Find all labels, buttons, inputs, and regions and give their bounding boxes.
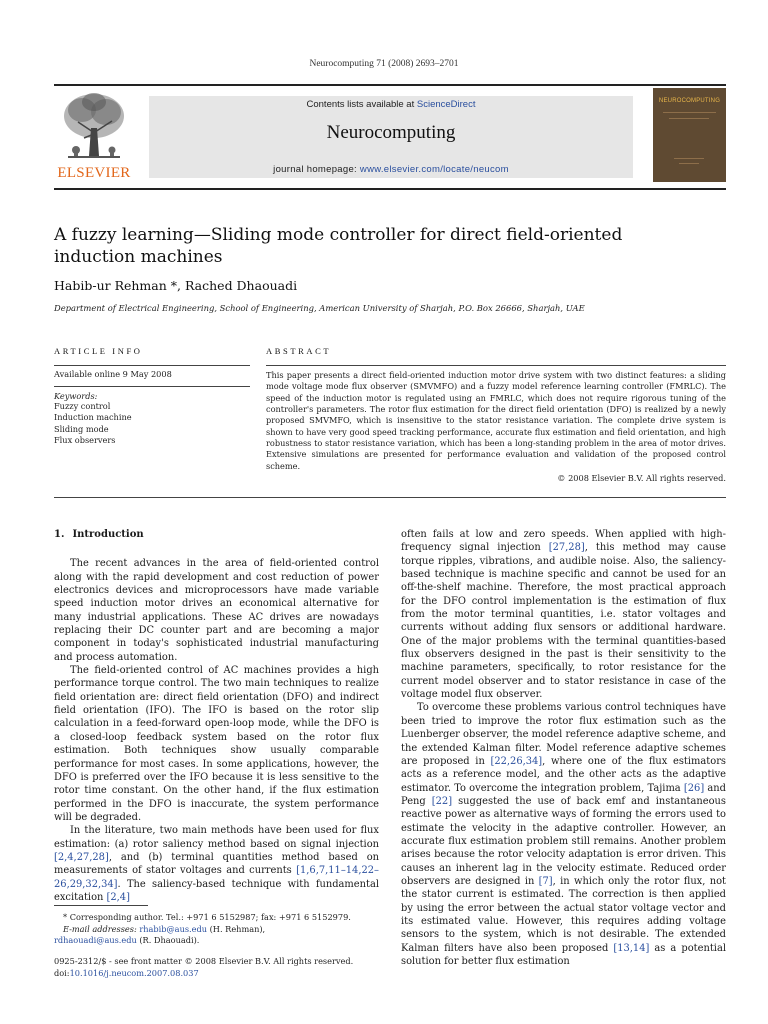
homepage-line xyxy=(149,164,633,175)
cover-decoration xyxy=(663,112,716,113)
contents-prefix: Contents lists available at xyxy=(306,99,417,110)
abstract-text: This paper presents a direct field-oriented induction motor drive system with two distinct features: a sliding mode voltage mode flux observer (SMVMFO) and a fuzzy model reference learning controller (FMRLC). The speed of the induction motor is regulated using an FMRLC, which does not require rigorous tuning of the controller's parameters. The rotor flux estimation for the direct field orientation (DFO) is realized by a newly proposed SMVMFO, which is insensitive to the stator resistance variation. The complete drive system is shown to have very good speed tracking performance, accurate flux estimation and field orientation, and high robustness to stator resistance variation, which has been a long-standing problem in the area of motor drives. Extensive simulations are presented for performance evaluation and validation of the proposed control scheme. xyxy=(266,370,726,471)
citation-link[interactable]: [2,4,27,28] xyxy=(54,851,109,863)
citation-link[interactable]: [1,6,7,11–14,22–26,29,32,34] xyxy=(54,865,379,890)
journal-homepage-link[interactable]: www.elsevier.com/locate/neucom xyxy=(359,164,509,175)
email-line xyxy=(54,924,384,936)
doi-line xyxy=(54,968,353,980)
elsevier-wordmark: ELSEVIER xyxy=(57,165,131,181)
paragraph-text: , this method may cause torque ripples, vibrations, and audible noise. Also, the saliency-based technique is machine specific and cannot be used for an off-the-shelf machine. Therefore, the most practical approach for the DFO control implementation is the estimation of flux from the motor terminal quantities, i.e. stator voltages and currents without adding flux sensors or additional hardware. One of the major problems with the terminal quantities-based flux observers designed in the past is their sensitivity to the machine parameters, specifically, to rotor resistance for the current model observer and to stator resistance in case of the voltage model flux observer. xyxy=(401,542,726,701)
abstract-heading: ABSTRACT xyxy=(266,346,332,356)
available-online-date: Available online 9 May 2008 xyxy=(54,366,250,387)
author-affiliation: Department of Electrical Engineering, School of Engineering, American University of Sharjah, P.O. Box 26666, Sharjah, UAE xyxy=(54,303,585,313)
paragraph-text: To overcome these problems various control techniques have been tried to improve the rotor flux estimation such as the Luenberger observer, the model reference adaptive scheme, and the extended Kalman filter. Model reference adaptive schemes are proposed in xyxy=(401,702,726,767)
keyword-item: Flux observers xyxy=(54,434,116,445)
citation-link[interactable]: [26] xyxy=(683,782,705,794)
issn-line: 0925-2312/$ - see front matter © 2008 Elsevier B.V. All rights reserved. xyxy=(54,956,354,966)
intro-paragraph xyxy=(401,701,726,968)
email-link[interactable]: rhabib@aus.edu xyxy=(139,923,208,934)
keyword-item: Fuzzy control xyxy=(54,401,111,411)
section-divider xyxy=(54,497,726,498)
intro-paragraph: The field-oriented control of AC machines provides a high performance torque control. The two main techniques to realize field orientation are: direct field orientation (DFO) and indirect field orientation (IFO). The IFO is based on the rotor slip calculation in a feed-forward open-loop mode, while the DFO is a closed-loop feedback system based on the rotor flux estimation. Both techniques show usually comparable performance for most cases. In some applications, however, the DFO is preferred over the IFO because it is less sensitive to the rotor time constant. On the other hand, if the flux estimation performed in the DFO is inaccurate, the system performance will be degraded. xyxy=(54,665,379,823)
citation-link[interactable]: [2,4] xyxy=(106,891,130,903)
keyword-item: Sliding mode xyxy=(54,423,109,434)
abstract-box xyxy=(266,365,726,483)
cover-decoration xyxy=(669,118,709,119)
paragraph-text: suggested the use of back emf and instantaneous reactive power as alternative ways of forming the errors used to estimate the velocity in the adaptive controller. However, an accurate flux estimation problem still remains. Another problem arises because the rotor velocity adaptation is error driven. This causes an inherent lag in the velocity estimate. Reduced order observers are designed in xyxy=(401,795,726,887)
email-line xyxy=(54,935,384,947)
sciencedirect-link[interactable]: ScienceDirect xyxy=(416,99,476,110)
paragraph-text: as a potential solution for better flux estimation xyxy=(401,942,726,967)
contents-line xyxy=(149,99,633,110)
footnotes xyxy=(54,912,384,947)
intro-paragraph xyxy=(401,528,726,701)
email-label: E-mail addresses: xyxy=(63,923,140,934)
email-owner: (R. Dhaouadi). xyxy=(136,935,200,945)
cover-decoration xyxy=(674,158,704,159)
paragraph-text: . The saliency-based technique with fundamental excitation xyxy=(54,878,379,903)
doi-link[interactable]: 10.1016/j.neucom.2007.08.037 xyxy=(69,967,199,978)
paragraph-text: often fails at low and zero speeds. When applied with high-frequency signal injection xyxy=(401,529,726,554)
intro-paragraph: The recent advances in the area of field-oriented control along with the rapid development and cost reduction of power electronics devices and microprocessors have made variable speed induction motor drives an economical alternative for many industrial applications. These AC drives are nowadays replacing their DC counter part and are becoming a major component in today's sophisticated industrial manufacturing and process automation. xyxy=(54,558,379,663)
citation-link[interactable]: [13,14] xyxy=(613,942,650,954)
journal-masthead xyxy=(54,84,726,190)
email-link[interactable]: rdhaouadi@aus.edu xyxy=(54,935,137,945)
article-authors: Habib-ur Rehman *, Rached Dhaouadi xyxy=(54,278,298,293)
citation-link[interactable]: [22] xyxy=(431,795,453,807)
section-number: 1. xyxy=(54,529,65,540)
article-title: A fuzzy learning—Sliding mode controller for direct field-oriented induction machines xyxy=(54,225,623,267)
citation-link[interactable]: [7] xyxy=(538,875,553,887)
cover-title: NEUROCOMPUTING xyxy=(658,98,721,104)
intro-paragraph xyxy=(54,824,379,904)
paragraph-text: , and (b) terminal quantities method based on measurements of stator voltages and currents xyxy=(54,851,379,877)
keyword-item: Induction machine xyxy=(54,412,132,423)
journal-cover-thumbnail xyxy=(653,88,726,182)
article-info-box xyxy=(54,365,250,446)
paragraph-text: In the literature, two main methods have been used for flux estimation: (a) rotor saliency method based on signal injection xyxy=(54,825,379,850)
paragraph-text: , in which only the rotor flux, not the stator current is estimated. The correction is then applied by using the error between the actual stator voltage vector and its estimated value. However, this requires adding voltage sensors to the system, which is not desirable. The extended Kalman filters have also been proposed xyxy=(401,875,726,954)
keywords-label: Keywords: xyxy=(54,391,98,401)
body-column-right xyxy=(401,528,726,968)
journal-name: Neurocomputing xyxy=(326,122,456,143)
footnote-divider xyxy=(54,905,148,906)
corresponding-author-note: * Corresponding author. Tel.: +971 6 5152987; fax: +971 6 5152979. xyxy=(63,912,351,922)
email-owner: (H. Rehman), xyxy=(207,923,266,934)
article-info-heading: ARTICLE INFO xyxy=(54,346,143,356)
masthead-center-panel xyxy=(149,96,633,178)
cover-decoration xyxy=(679,163,699,164)
citation-link[interactable]: [22,26,34] xyxy=(490,755,543,767)
paragraph-text: , where one of the flux estimators acts as a reference model, and the other acts as the adaptive estimator. To overcome the integration problem, Tajima xyxy=(401,755,727,794)
bottom-publication-info xyxy=(54,956,353,979)
abstract-copyright: © 2008 Elsevier B.V. All rights reserved. xyxy=(557,473,726,484)
citation-link[interactable]: [27,28] xyxy=(548,542,585,554)
journal-reference: Neurocomputing 71 (2008) 2693–2701 xyxy=(309,59,459,69)
section-title: Introduction xyxy=(72,529,144,540)
homepage-prefix: journal homepage: xyxy=(273,164,360,175)
body-column-left xyxy=(54,528,379,904)
paragraph-text: and Peng xyxy=(401,782,726,807)
section-heading-introduction xyxy=(54,528,379,541)
doi-label: doi: xyxy=(54,967,70,978)
